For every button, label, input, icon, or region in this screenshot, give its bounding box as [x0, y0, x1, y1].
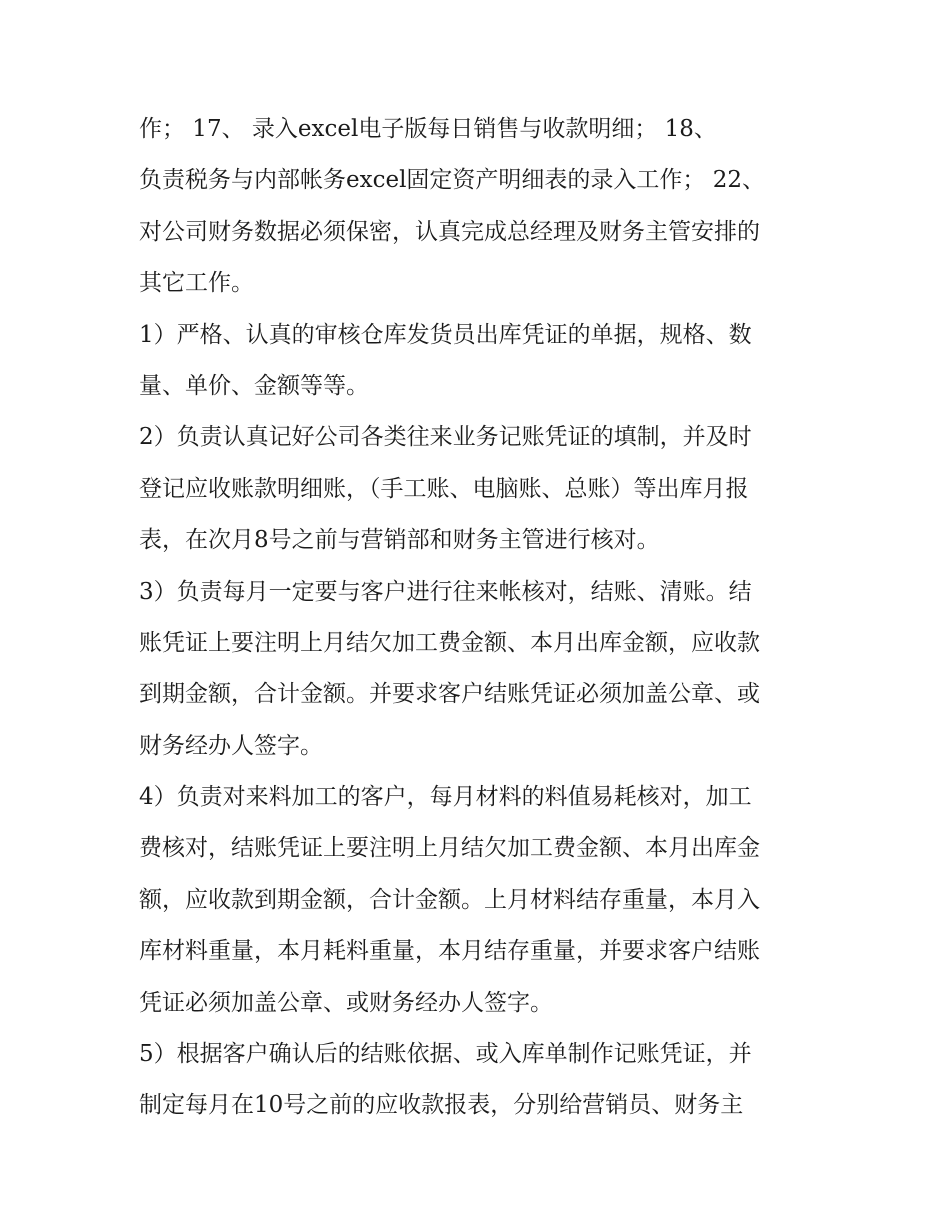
text-line: 量、单价、金额等等。 — [139, 372, 369, 399]
text-line: 作； 17、 录入excel电子版每日销售与收款明细； 18、 — [139, 116, 717, 142]
text-line: 制定每月在10号之前的应收款报表，分别给营销员、财务主 — [139, 1092, 744, 1119]
document-body — [139, 104, 815, 1132]
text-line: 2）负责认真记好公司各类往来业务记账凭证的填制，并及时 — [139, 424, 752, 451]
text-line: 4）负责对来料加工的客户，每月材料的料值易耗核对，加工 — [139, 784, 752, 811]
text-line: 登记应收账款明细账，（手工账、电脑账、总账）等出库月报 — [139, 475, 749, 502]
text-line: 账凭证上要注明上月结欠加工费金额、本月出库金额，应收款 — [139, 629, 760, 656]
text-line: 其它工作。 — [139, 270, 254, 297]
text-line: 到期金额，合计金额。并要求客户结账凭证必须加盖公章、或 — [139, 681, 760, 708]
text-line: 1）严格、认真的审核仓库发货员出库凭证的单据，规格、数 — [139, 321, 752, 348]
text-line: 库材料重量，本月耗料重量，本月结存重量，并要求客户结账 — [139, 938, 760, 965]
text-line: 3）负责每月一定要与客户进行往来帐核对，结账、清账。结 — [139, 578, 752, 605]
text-line: 费核对，结账凭证上要注明上月结欠加工费金额、本月出库金 — [139, 835, 760, 862]
text-line: 5）根据客户确认后的结账依据、或入库单制作记账凭证，并 — [139, 1041, 752, 1068]
text-line: 额，应收款到期金额，合计金额。上月材料结存重量，本月入 — [139, 886, 760, 913]
text-line: 负责税务与内部帐务excel固定资产明细表的录入工作； 22、 — [139, 167, 766, 194]
text-line: 表，在次月8号之前与营销部和财务主管进行核对。 — [139, 527, 660, 554]
text-line: 凭证必须加盖公章、或财务经办人签字。 — [139, 989, 553, 1016]
text-line: 对公司财务数据必须保密，认真完成总经理及财务主管安排的 — [139, 218, 760, 245]
text-line: 财务经办人签字。 — [139, 732, 323, 759]
